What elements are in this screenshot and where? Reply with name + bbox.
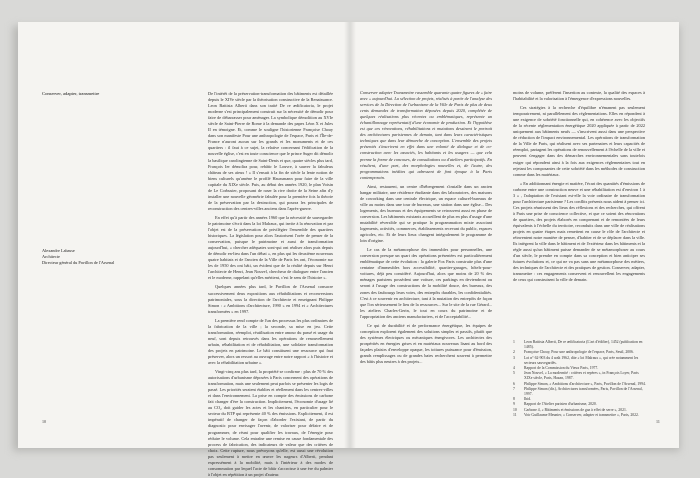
paragraph: Quelques années plus tard, le Pavillon de l'Arsenal consacre successivement deux expositions aux réhabilitations et reconversions patrimoniales, sous la direction de l'architecte et enseignant Philippe Simon : « Ambitions d'architecture, 1990 » en 1994 et « Architectures transformées » en 1997. [208, 284, 333, 314]
paragraph: En effet qu'à partir des années 1960 que la nécessité de sauvegarder le patrimoine s'écrit dans la loi Malraux, qui invite à la rénovation et par l'objet est de la préservation de privilégier l'ensemble des quartiers historiques. La législation pour alors l'autorisent l'orée de penser de la conservation, puisque le patrimoine et aussi de transformation aujourd'hui, « chercher adéquates sont-qui ont réaliser alors puis depuis de démolir en-lieu dans l'un débat », en plus qui les deuxième nouveaux quatre habitats et de l'ancien de la Ville de Paris les ont, l'économie sur les de 1950 des ont bâti, un évident que de la réalité depuis sur Henri l'architecte de Henri, Jean Nouvel, chercheur de dialoguer entre l'ancien et le moderne, rappelant qu'elles méritent, c'est le sens de l'histoire ». [208, 214, 333, 281]
footnote: 10 Carbone 4, « Bâtiments et émissions de gaz à effet de serre », 2021. [513, 407, 627, 412]
book-gutter [344, 22, 356, 448]
paragraph: La première rend compte de l'un des processus les plus ordinaires de la fabrication de la ville ; la seconde, sa mise en jeu. Cette transformation, réemploi, réutilisation entre amour du passé et usage du neuf, sont depuis retrouvés dans les opérations de renouvellement urbain, réhabilitation et de réhabilitation, une solidaire transformation des projets en patrimoine. Le bâti constituent une ressource qui faut préserver, alors un ressort au ouvrage entre notre rapport « à l'histoire et avec la réhabilitation urbaine ». [208, 317, 333, 366]
paragraph: Le cas de la métamorphose des immeubles pour personnelles, une conversion presque un quart des opérations présentées est particulièrement emblématique de cette évolution : la galerie Fox Paris construite plus d'une centaine d'immeubles hors accessibilité, quartier-garages, hôtels-pour-voitures, déjà peu considéré. Aujourd'hui, alors que moins de 20 % des ménages parisiens possèdent une voiture, ces parkings en deviendront ou seront à l'usage des constructions de la mobilité douce, des bureaux, des zones des faubourgs leurs voies, des entrepôts durables, les confidentialités. C'est à ce souvenir en architecture, tant à la mutation des entrepôts de façon que l'on sérieusement le lieu de la ressources... Sur le site de la rue Gérard... les ateliers Charles-Gerin, le tout en cours du patrimoine et de l'appropriation des anciens manufacturiers, et de l'acceptabilité... [360, 247, 492, 319]
footnote: 11 Voir Guillaume Meunier, « Conserver, adapter et transmettre », Paris, 2022. [513, 412, 639, 417]
right-page [350, 22, 679, 448]
footnote: 2 Françoise Choay, Pour une anthropologie de l'espace, Paris, Seuil, 2006. [513, 350, 634, 355]
paragraph: Ainsi, restaurent, un centre d'hébergement s'installe dans un ancien hangar militaire, une résidence étudiante dans des laboratoires, des maisons de coworking dans une centrale électrique, un espace culturel-bureaux de ville au moins dans une tour de bureaux, une station dans une église... Des logements, des bureaux et des équipements se retrouvent aussi en phase de conversion. Les bâtiments existants accueillent de plus en plus d'usage d'une mutabilité réversible qui se pratique la programmation mixte associant logements, activités, commerces, établissements recevant du public, espaces agricoles, etc. Et de leurs lieux changent intégralement le programme de loin d'origine. [360, 183, 492, 244]
paragraph: Ces stratégies à la recherche d'équilibre n'émanent pas seulement temporairement, ni parallèlement des réglementations. Elles en répondent à une exigence de sobriété fonctionnelle qui, en cohérence avec les objectifs de la récente réglementation énergétique 2020 appliquée à partir de 2022 uniquement aux bâtiments neufs — s'inscrivent aussi dans une perspective de réduction de l'impact environnemental. Les opérations de transformation de la Ville de Paris, qui réalisent avec ses partenaires et leurs capacités de réemploi, partagent les opérations de renouvellement à l'échelle de la ville et peuvent s'engager dans des démarches environnementales sans toutefois exiger qui répondent ainsi à la fois aux exigences réglementaires tout en rejetant les composantes de cette sobriété dans les méthodes de construction comme dans les matériaux. [513, 105, 645, 177]
paragraph: « En additionnant énergie et matière, l'écart des quantités d'émissions de carbone entre une construction neuve et une réhabilitation est d'environ 1 à 3 » , l'adaptation de l'existant est-elle la voie ordinaire de transformation pour l'architecture parisienne ? Les conflits présents nous aident à penser ici. Ces projets réunissent des lieux des réflexions et des recherches, qui offrent à Paris une prise de conscience collective, et que ce soient des rénovations de quartiers, des projets élaborés en comprenant et de remontées de leurs équivalents à l'échelle du territoire, reconduits dans une ville de réalisations projets en quatre étapes mais remettent en cause le rôle de l'architecte et réinventent notre manière de penser, d'habiter et de se déplacer dans la ville. Ils intègrent la ville dans le bâtiment et de l'extérieur dans les bâtiments et la règle aussi qu'un bâtiment puisse demander de se métamorphoser au cours d'un siècle, le prendre en compte dans sa conception et bien anticiper ses futures évolutions et, ce qui ne va pas sans une métamorphose des métiers, des techniques de l'architecte et des pratiques de gestion. Conserver, adapter, transmettre : ces engagements conservent et renouvellent les engagements de ceux qui construisent la ville de demain. [513, 180, 645, 283]
footnotes [513, 340, 648, 422]
footnote: 3 Loi n° 62-903 du 4 août 1962, dite « loi Malraux », qui crée notamment les secteurs sauvegardés. [513, 355, 639, 365]
footnote: 6 Philippe Simon, « Ambitions d'architecture », Paris, Pavillon de l'Arsenal, 1994. [513, 381, 646, 386]
author-name: Alexandre Labasse [42, 248, 75, 253]
paragraph: Conserver adapter Transmettre rassemble quarante quatre figures de « faire avec » aujourd'hui. La sélection de projets, réalisés à partir de l'analyse des services de la Direction de l'urbanisme de la Ville de Paris de plus de deux cents demandes de transformation déposées depuis 2020, complétée de quelques réalisations plus récentes ou emblématiques, représente un échantillonnage représentatif d'une économie de production. Et l'hypothèse est que ces rénovations, réhabilitations et mutations dessinent le portrait des architectures parisiennes de demain, tant dans leurs caractéristiques techniques que dans leur démarche de conception. L'ensemble des projets présentés s'inscrivent en effet dans une volonté de dialogue et de co-construction avec les associés, les habitants et les usagers — que cela prenne la forme de concours, de consultations ou d'ateliers participatifs. En résultent, d'une part, des morphologies nouvelles et, de l'autre, des programmations inédites qui adressent de font époque à la Paris contemporain. [360, 90, 492, 180]
author-signature [42, 248, 152, 266]
footnote: 8 Ibid. [513, 397, 532, 402]
page-number: 11 [656, 419, 660, 424]
essay-heading: Conserver, adapter, transmettre [42, 91, 100, 96]
left-text-column [208, 91, 333, 477]
footnote: 9 Rapport de l'Atelier parisien d'urbanisme, 2020. [513, 402, 597, 407]
paragraph: moins de volume, préfèrent l'insertion au contexte, la qualité des espaces à l'habitabilité et la valorisation à l'émergence d'expressions nouvelles. [513, 90, 645, 102]
right-text-column-1 [360, 90, 492, 430]
left-page [18, 22, 350, 477]
paragraph: Vingt-cinq ans plus tard, la propriété se confirme : plus de 70 % des autorisations d'urbanisme déposées à Paris concernent des opérations de transformation, mais une seulement peut parfois se présenter les logis de passé. Les priorités seraient établies et réellement dans les centres-villes et dans l'environnement. La prise en compte des émissions de carbone fait changer d'ère la construction. Implicitement, l'économie d'usage lié au CO₂ doit guider les actes et les chantiers, en particulier pour le secteur du BTP qui représente 40 % des émissions. Explicitement, il est impératif de changer de façon d'aborder l'existant, de partir du diagnostic pour envisager l'avenir, de valoriser pour défaire et de programmer, de réuni pour qualifier les travaux, de l'énergie pour réduire le volume. Cela entraîne une remise en cause fondamentale des process de fabrication, des indicateurs de valeur que des critères de choix. Cette rupture, nous prévoyons qu'elle, est aussi une révolution pas seulement à mettre en œuvre les nageurs d'Alberti, pendant expressément à la mobilité, mais à l'intérieur à des modes de consommation par lequel l'acte de bâtir s'accroisse à une ère du palmier à l'objet en répétition à un projet d'auteur. [208, 369, 333, 477]
footnote: 5 Jean Nouvel, « La modernité : critères et repères », in François Loyer, Paris XIXe siècle, Paris, Hazan, 1987. [513, 371, 639, 381]
paragraph: Ce qui de durabilité et de performance énergétique, les équipes de conception explorent également des solutions simples et passifs, plutôt que des systèmes électriques ou mécaniques énergivores. Les architectes des prospérités en énergies grises et en matériaux nouveaux lisant au bord des façades plaisirs d'enveloppe opaque, les toitures puissance pour d'émission, grands remplissages ou de grandes baies recherchent souvent à permettre des bâtis plus neutres à des projets... [360, 322, 492, 365]
author-role: Directeur général du Pavillon de l'Arsenal [42, 260, 115, 265]
right-text-column-2 [513, 90, 645, 335]
footnote: 7 Philippe Simon (dir.), Architectures transformées, Paris, Pavillon de l'Arsenal, 1997. [513, 386, 643, 397]
page-number: 10 [42, 419, 46, 424]
footnote: 1 Leon Battista Alberti, De re ædificatoria (L'art d'édifier), 1452 (publication en 1485). [513, 340, 643, 350]
paragraph: De l'intérêt de la préservation-transformation des bâtiments est détaillée depuis le XIVe siècle par la théorisation constructive de la Renaissance. Leon Battista Alberti dans son traité De re ædificatoria, le projet moderne s'est principalement construit sur la nécessité de démolir pour faire de débarrasser pour aménager. La symbolique démolition au XVIe siècle de Saint-Pierre de Rome à la demande des papes Léon X et Jules II en témoigne. Et, comme le souligne l'historienne Françoise Choay dans son manifeste Pour une anthropologie de l'espace, Paris et l'Île-de-France n'auront aucun sur les grands et les monuments et de ces quartiers : il faut à ce sujet, la relative concernant l'édification de la nouvelle église, c'est en toute conscience que le prince Suger dit démolir la basilique carolingienne de Saint-Denis et que, quatre siècles plus tard, François Ier démolira pour, rebâtir le Louvre, à sauver la fabuleux château de ses aïeux ! » Il s'ensuit à la fin de siècle la lente notion de biens culturels qu'amène le profilé Haussmann pour faire de la ville capitale du XIXe siècle. Puis, au début des années 1920, le plan Voisin de Le Corbusier, proposant de raser la rive droite de la Seine afin d'y installer une nouvelle géométrie fabulée pour la première fois la théorie de la préservation par la destruction, qui pourra les principales de reconstruction des centres-villes anciens dans l'après-guerre. [208, 91, 333, 211]
author-title: Architecte [42, 254, 60, 259]
footnote: 4 Rapport de la Commission du Vieux Paris, 1977. [513, 366, 599, 371]
